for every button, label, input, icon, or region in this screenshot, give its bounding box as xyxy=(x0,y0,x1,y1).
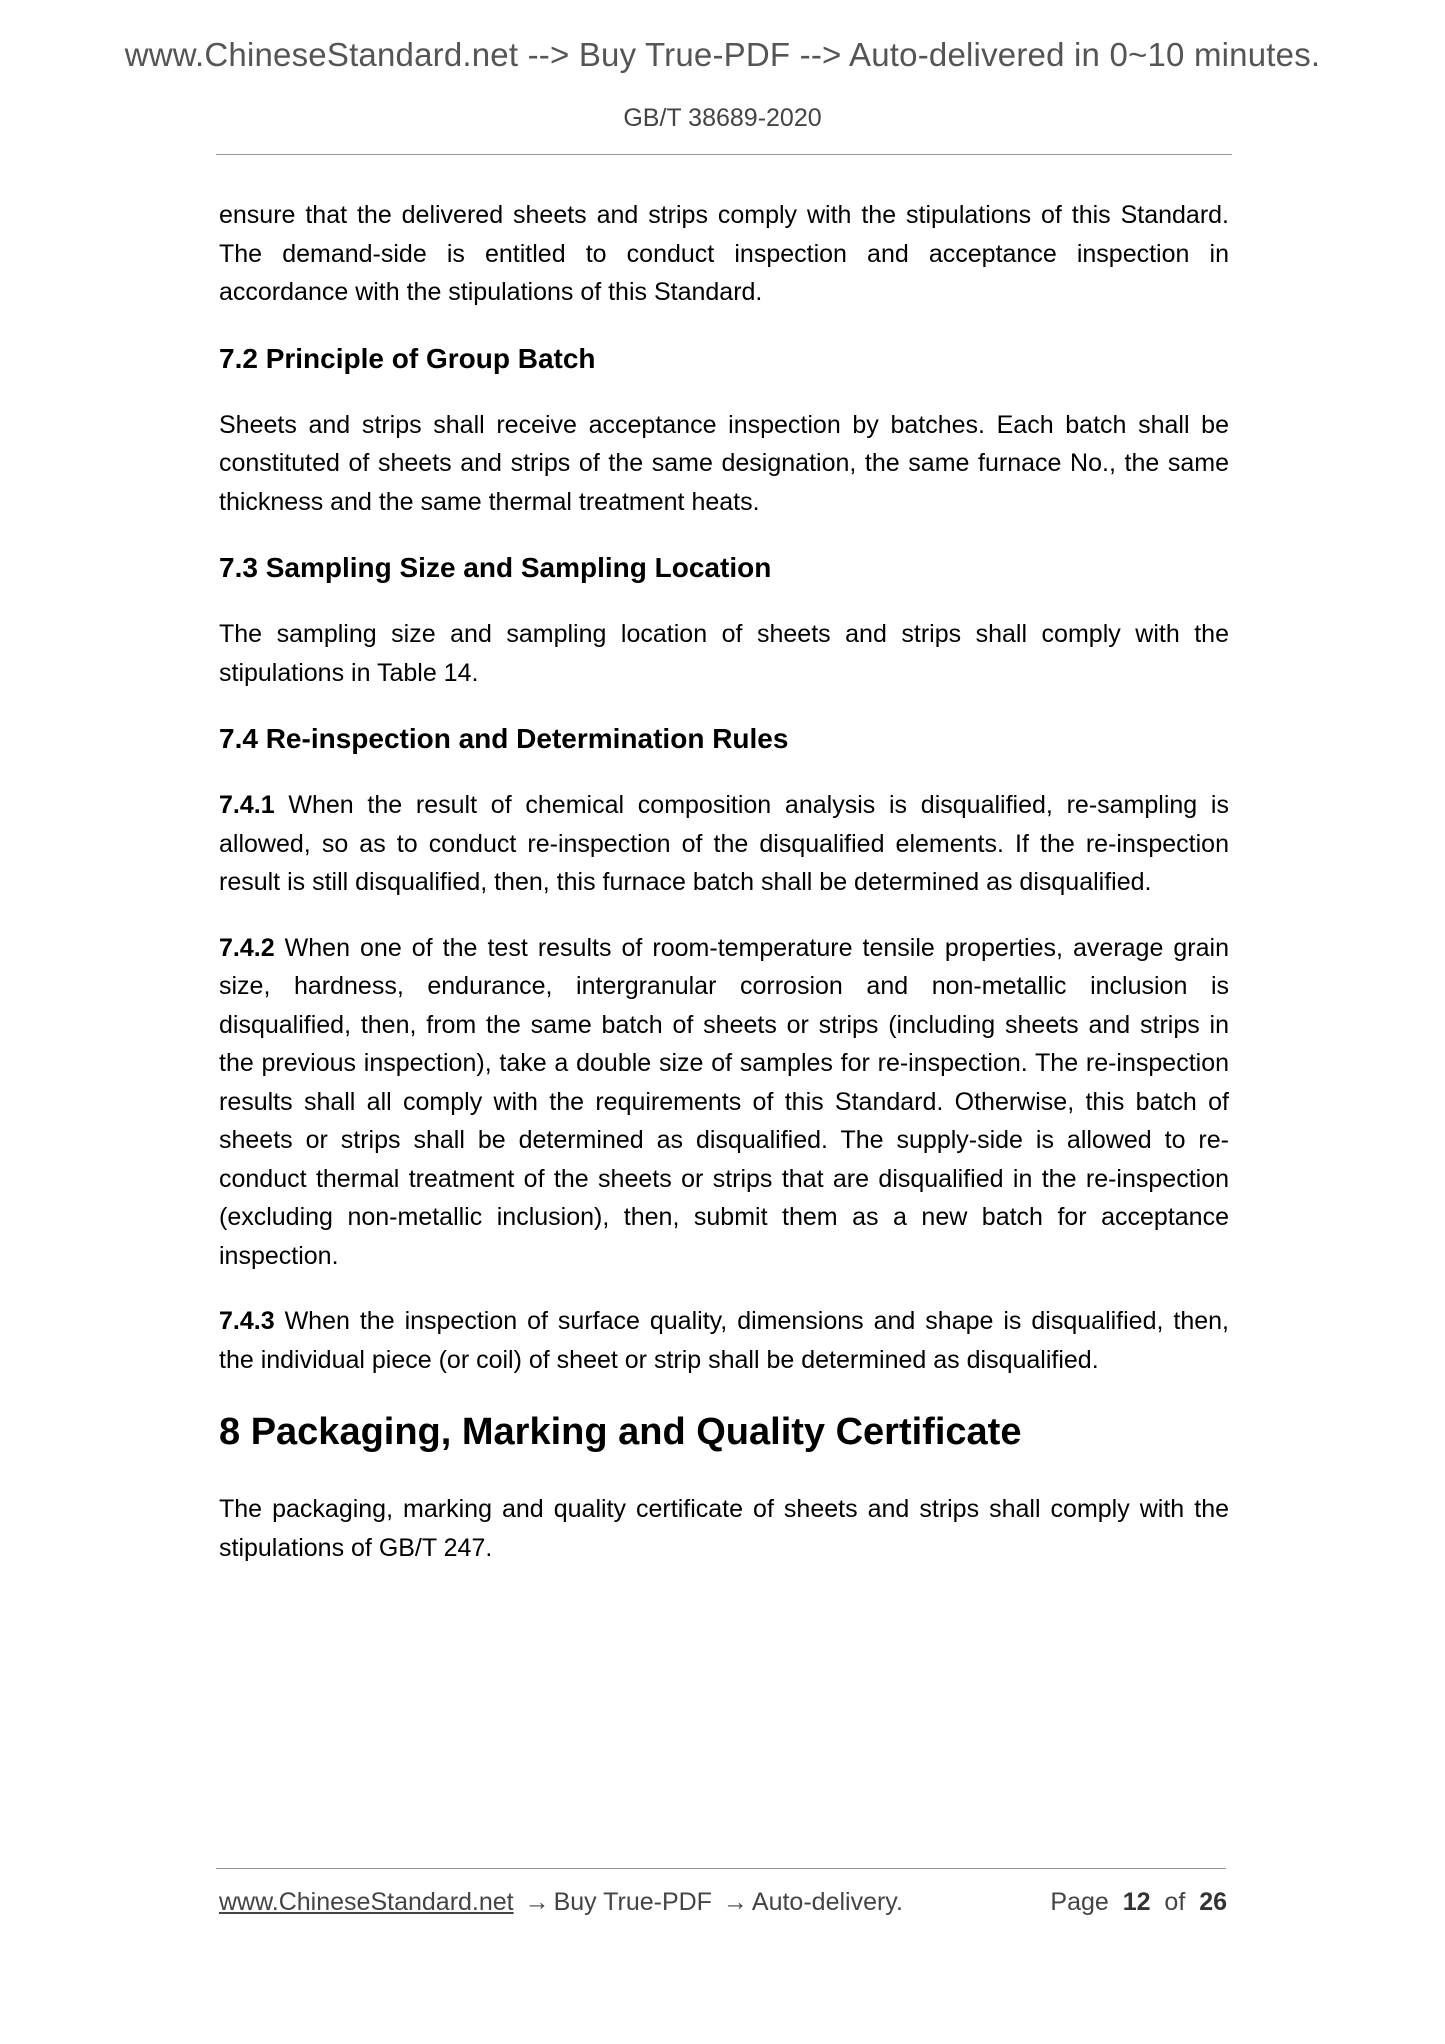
page-label: Page xyxy=(1050,1888,1109,1916)
footer-divider xyxy=(216,1868,1226,1869)
chapter-8-heading: 8 Packaging, Marking and Quality Certificate xyxy=(219,1411,1022,1453)
clause-7-4-2 xyxy=(219,929,1229,1276)
clause-7-4-1-text: When the result of chemical composition analysis is disqualified, re-sampling is allowed, so as to conduct re-inspection of the disqualified elements. If the re-inspection result is still disqualified, then, this furnace batch shall be determined as disqualified. xyxy=(219,791,1229,896)
clause-7-4-3 xyxy=(219,1302,1229,1379)
clause-7-4-3-text: When the inspection of surface quality, dimensions and shape is disqualified, then, the individual piece (or coil) of sheet or strip shall be determined as disqualified. xyxy=(219,1307,1229,1374)
section-7-2-heading: 7.2 Principle of Group Batch xyxy=(219,342,596,374)
section-7-3-heading: 7.3 Sampling Size and Sampling Location xyxy=(219,552,772,583)
clause-7-4-3-number: 7.4.3 xyxy=(219,1307,275,1335)
of-label: of xyxy=(1164,1888,1186,1916)
arrow-icon: → xyxy=(524,1888,550,1916)
footer-delivery-text: Auto-delivery. xyxy=(751,1888,903,1916)
section-7-3-paragraph: The sampling size and sampling location of sheets and strips shall comply with the stipulations in Table 14. xyxy=(219,620,1229,687)
total-page-number: 26 xyxy=(1199,1888,1227,1916)
chapter-8-paragraph: The packaging, marking and quality certificate of sheets and strips shall comply with the stipulations of GB/T 247. xyxy=(219,1495,1229,1562)
footer-buy-text: Buy True-PDF xyxy=(553,1888,712,1916)
clause-7-4-1-number: 7.4.1 xyxy=(219,791,275,819)
clause-7-4-2-text: When one of the test results of room-temperature tensile properties, average grain size, hardness, endurance, intergranular corrosion and non-metallic inclusion is disqualified, then, from the same batch of sheets or strips (including sheets and strips in the previous inspection), take a double size of samples for re-inspection. The re-inspection results shall all comply with the requirements of this Standard. Otherwise, this batch of sheets or strips shall be determined as disqualified. The supply-side is allowed to re-conduct thermal treatment of the sheets or strips that are disqualified in the re-inspection (excluding non-metallic inclusion), then, submit them as a new batch for acceptance inspection. xyxy=(219,933,1229,1270)
top-banner[interactable]: www.ChineseStandard.net --> Buy True-PDF --> Auto-delivered in 0~10 minutes. xyxy=(124,36,1321,73)
section-7-2-paragraph: Sheets and strips shall receive acceptance inspection by batches. Each batch shall be constituted of sheets and strips of the same designation, the same furnace No., the same thickness and the same thermal treatment heats. xyxy=(219,410,1229,516)
footer-site-link[interactable]: www.ChineseStandard.net xyxy=(219,1888,514,1916)
intro-paragraph: ensure that the delivered sheets and strips comply with the stipulations of this Standard. The demand-side is entitled to conduct inspection and acceptance inspection in accordance with the stipulations of this Standard. xyxy=(219,201,1229,306)
page-footer xyxy=(219,1888,1227,1917)
standard-code: GB/T 38689-2020 xyxy=(623,104,822,132)
arrow-icon: → xyxy=(722,1888,748,1916)
page-indicator xyxy=(1050,1888,1227,1917)
clause-7-4-1 xyxy=(219,786,1229,902)
current-page-number: 12 xyxy=(1122,1888,1151,1916)
document-body xyxy=(219,196,1229,1594)
section-7-4-heading: 7.4 Re-inspection and Determination Rules xyxy=(219,723,789,754)
header-divider xyxy=(216,154,1232,155)
clause-7-4-2-number: 7.4.2 xyxy=(219,933,275,962)
